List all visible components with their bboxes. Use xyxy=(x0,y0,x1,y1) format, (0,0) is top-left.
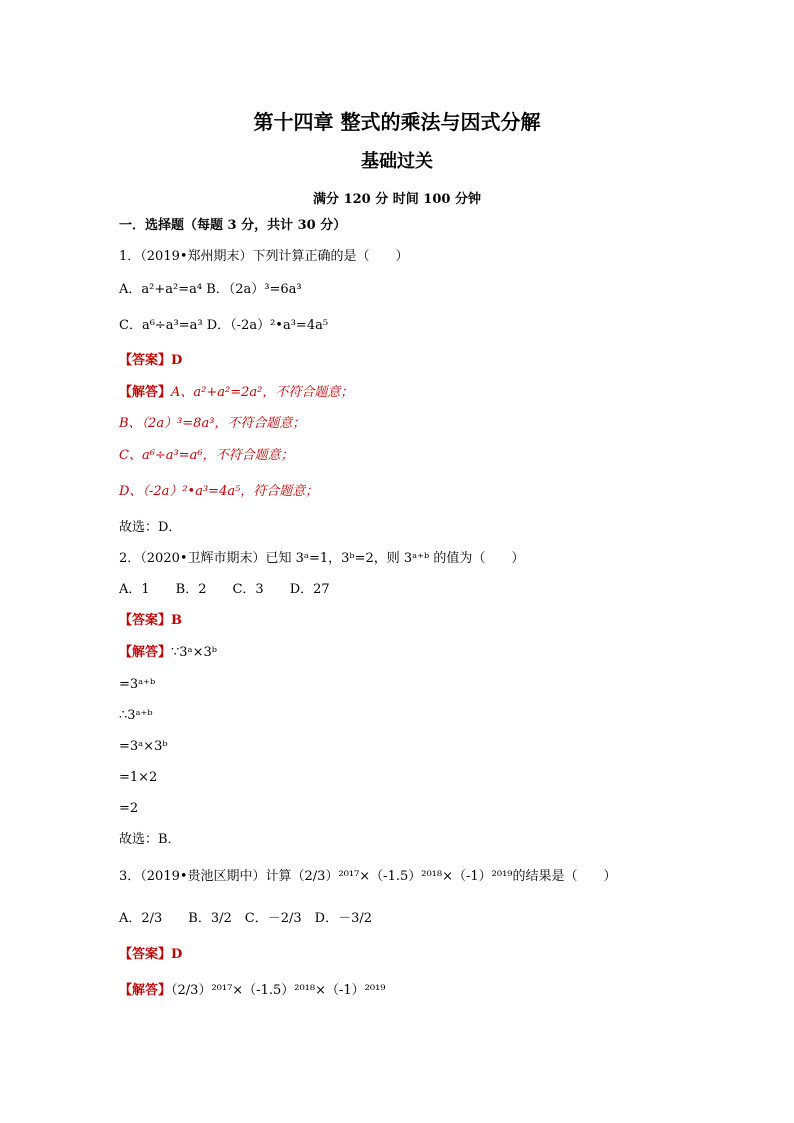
answer-label: 【答案】 xyxy=(119,947,172,962)
q3-options: A．2/3 B．3/2 C．－2/3 D．－3/2 xyxy=(119,911,372,926)
q1-options-ab: A．a²+a²=a⁴ B．（2a）³=6a³ xyxy=(119,282,302,297)
solution-label: 【解答】 xyxy=(119,983,172,998)
q1-answer xyxy=(119,353,182,369)
q1-solution-d: D、（-2a）²•a³=4a⁵，符合题意； xyxy=(119,484,319,499)
q1-options-cd: C．a⁶÷a³=a³ D．（-2a）²•a³=4a⁵ xyxy=(119,318,329,333)
q3-stem: 3．（2019•贵池区期中）计算（2/3）²⁰¹⁷×（-1.5）²⁰¹⁸×（-1）²⁰¹⁹的结果是（ ） xyxy=(119,869,617,884)
solution-label: 【解答】 xyxy=(119,645,172,660)
q1-stem: 1．（2019•郑州期末）下列计算正确的是（ ） xyxy=(119,249,409,264)
solution-step: ∵3ᵃ×3ᵇ xyxy=(171,645,217,660)
solution-label: 【解答】 xyxy=(119,385,172,400)
solution-text: （2/3）²⁰¹⁷×（-1.5）²⁰¹⁸×（-1）²⁰¹⁹ xyxy=(171,983,386,998)
solution-text: A、a²+a²=2a²，不符合题意； xyxy=(171,385,354,400)
q2-solution-line-1 xyxy=(119,645,217,661)
chapter-title: 第十四章 整式的乘法与因式分解 xyxy=(253,110,541,134)
answer-label: 【答案】 xyxy=(119,613,172,628)
q2-solution-step: =3ᵃ⁺ᵇ xyxy=(119,677,156,692)
q2-solution-step: =1×2 xyxy=(119,770,158,785)
q3-answer xyxy=(119,947,182,963)
q2-stem: 2．（2020•卫辉市期末）已知 3ᵃ=1，3ᵇ=2，则 3ᵃ⁺ᵇ 的值为（ ） xyxy=(119,551,525,566)
section-heading: 一．选择题（每题 3 分，共计 30 分） xyxy=(119,218,347,233)
answer-value: B xyxy=(171,613,183,628)
q1-solution-c: C、a⁶÷a³=a⁶，不符合题意； xyxy=(119,448,294,463)
q2-conclusion: 故选：B． xyxy=(119,832,181,847)
q2-solution-step: =3ᵃ×3ᵇ xyxy=(119,739,168,754)
answer-value: D xyxy=(171,947,183,962)
q2-solution-step: =2 xyxy=(119,801,139,816)
chapter-subtitle: 基础过关 xyxy=(361,151,433,172)
answer-value: D xyxy=(171,353,183,368)
q2-solution-step: ∴3ᵃ⁺ᵇ xyxy=(119,708,153,723)
q1-solution-b: B、（2a）³=8a³，不符合题意； xyxy=(119,416,306,431)
q1-conclusion: 故选：D． xyxy=(119,520,182,535)
answer-label: 【答案】 xyxy=(119,353,172,368)
q3-solution xyxy=(119,983,386,999)
q2-options: A．1 B．2 C．3 D．27 xyxy=(119,582,330,597)
q1-solution-a xyxy=(119,385,353,401)
q2-answer xyxy=(119,613,182,629)
exam-info: 满分 120 分 时间 100 分钟 xyxy=(313,192,481,207)
